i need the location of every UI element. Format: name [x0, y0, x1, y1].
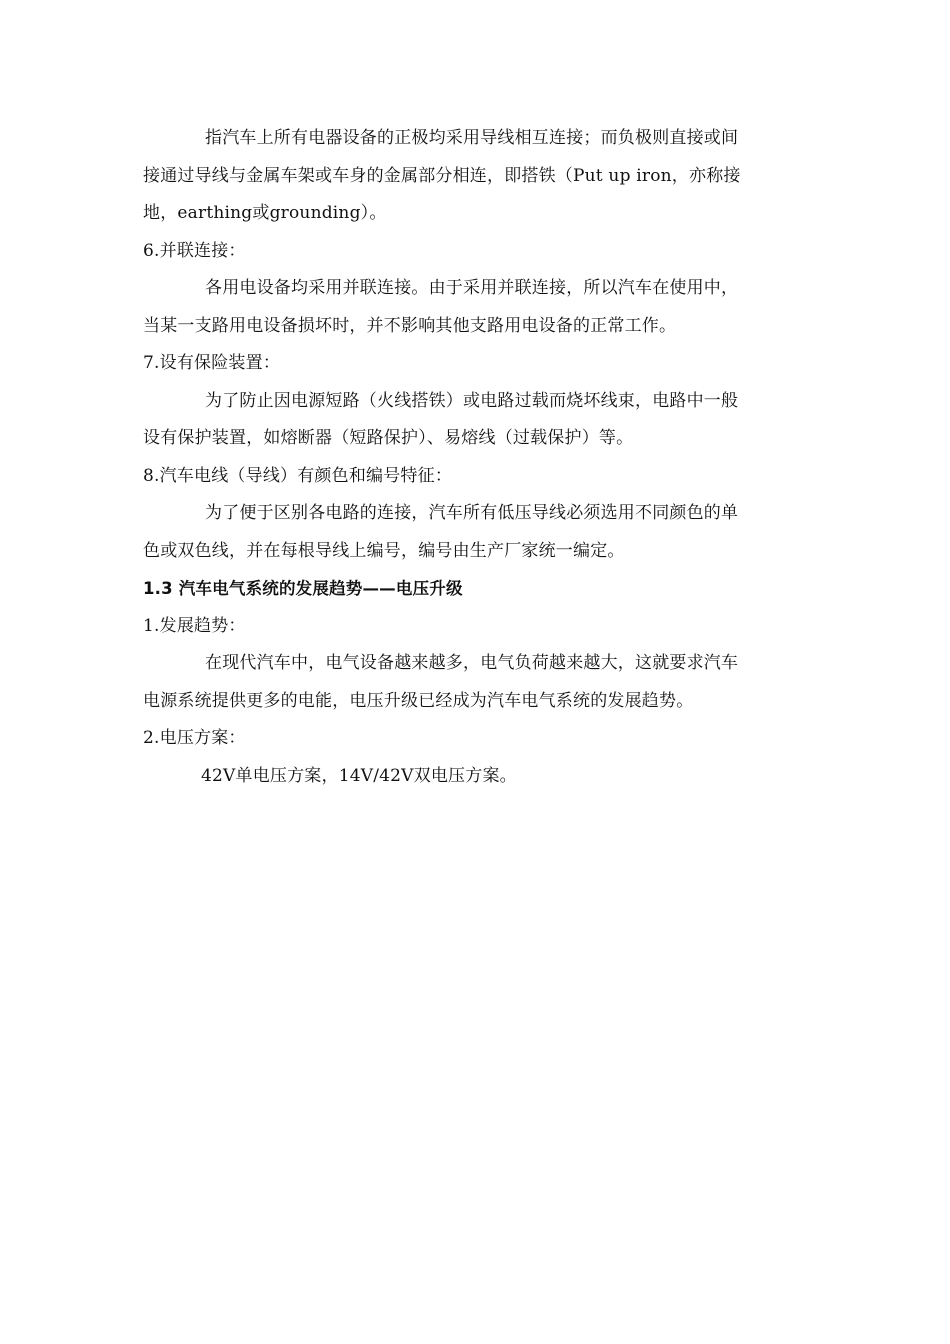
document-body	[143, 120, 808, 795]
section-heading: 1.3 汽车电气系统的发展趋势——电压升级	[143, 579, 463, 598]
paragraph-line: 为了便于区别各电路的连接，汽车所有低压导线必须选用不同颜色的单	[205, 503, 739, 523]
item-heading: 6.并联连接：	[143, 240, 246, 261]
item-heading: 2.电压方案：	[143, 728, 246, 748]
item-heading: 8.汽车电线（导线）有颜色和编号特征：	[143, 465, 453, 486]
paragraph-line: 接通过导线与金属车架或车身的金属部分相连，即搭铁（Put up iron，亦称接	[143, 165, 741, 186]
paragraph-line: 42V单电压方案，14V/42V双电压方案。	[201, 765, 517, 786]
paragraph-line: 在现代汽车中，电气设备越来越多，电气负荷越来越大，这就要求汽车	[205, 653, 739, 673]
paragraph-line: 地，earthing或grounding）。	[143, 203, 387, 223]
item-heading: 1.发展趋势：	[143, 615, 246, 636]
item-heading: 7.设有保险装置：	[143, 353, 281, 373]
paragraph-line: 当某一支路用电设备损坏时，并不影响其他支路用电设备的正常工作。	[143, 315, 677, 336]
paragraph-line: 各用电设备均采用并联连接。由于采用并联连接，所以汽车在使用中，	[205, 278, 739, 298]
paragraph-line: 色或双色线，并在每根导线上编号，编号由生产厂家统一编定。	[143, 540, 625, 561]
paragraph-line: 设有保护装置，如熔断器（短路保护）、易熔线（过载保护）等。	[143, 428, 634, 448]
paragraph-line: 为了防止因电源短路（火线搭铁）或电路过载而烧坏线束，电路中一般	[205, 390, 739, 411]
paragraph-line: 指汽车上所有电器设备的正极均采用导线相互连接；而负极则直接或间	[205, 128, 739, 148]
paragraph-line: 电源系统提供更多的电能，电压升级已经成为汽车电气系统的发展趋势。	[143, 690, 694, 711]
